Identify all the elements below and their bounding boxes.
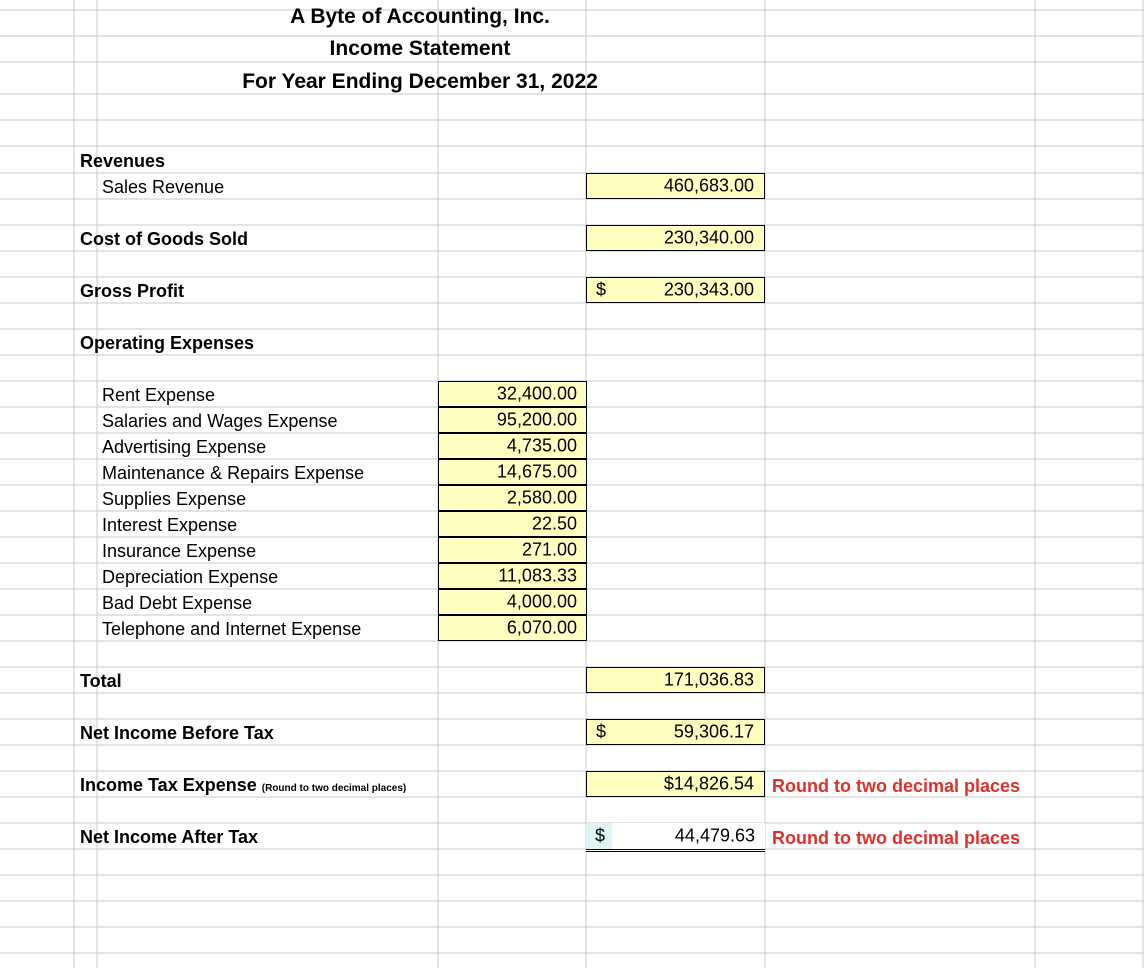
expense-value: 4,735.00 [506,435,577,456]
total-cell[interactable] [586,667,765,693]
expense-value: 271.00 [521,539,577,560]
expense-value: 22.50 [531,513,577,534]
expense-value: 11,083.33 [498,565,577,586]
expense-label: Maintenance & Repairs Expense [102,463,365,483]
currency-symbol: $ [596,279,607,300]
expense-value-cell[interactable] [438,433,587,459]
expense-label: Salaries and Wages Expense [102,411,338,431]
expense-value-cell[interactable] [438,381,587,407]
expense-value-cell[interactable] [438,511,587,537]
total-label: Total [80,671,122,691]
expense-value: 4,000.00 [506,591,577,612]
net-income-after-tax-note: Round to two decimal places [772,828,1021,848]
sales-revenue-value: 460,683.00 [663,175,754,196]
net-income-before-tax-label: Net Income Before Tax [80,723,274,743]
cogs-value: 230,340.00 [663,227,754,248]
net-income-before-tax-value: 59,306.17 [673,721,754,742]
company-name: A Byte of Accounting, Inc. [290,5,550,28]
expense-value-cell[interactable] [438,459,587,485]
income-tax-hint: (Round to two decimal places) [261,783,407,794]
expense-value: 2,580.00 [506,487,577,508]
sales-revenue-label: Sales Revenue [102,177,225,197]
expense-label: Bad Debt Expense [102,593,253,613]
expense-value-cell[interactable] [438,485,587,511]
net-income-before-tax-cell[interactable] [586,719,765,745]
expense-value-cell[interactable] [438,563,587,589]
income-tax-note: Round to two decimal places [772,776,1021,796]
income-tax-label [80,776,406,794]
expense-label: Telephone and Internet Expense [102,619,362,639]
income-tax-value: $14,826.54 [663,773,754,794]
expense-value: 95,200.00 [496,409,577,430]
expense-value-cell[interactable] [438,407,587,433]
net-income-after-tax-label: Net Income After Tax [80,827,259,847]
expense-value: 32,400.00 [496,383,577,404]
operating-expenses-heading: Operating Expenses [80,333,255,353]
expense-value-cell[interactable] [438,589,587,615]
expense-value-cell[interactable] [438,615,587,641]
expense-label: Supplies Expense [102,489,247,509]
net-income-after-tax-value: 44,479.63 [674,825,755,846]
statement-title: Income Statement [329,37,511,60]
expense-label: Depreciation Expense [102,567,279,587]
currency-symbol: $ [595,825,606,846]
currency-symbol: $ [596,721,607,742]
expense-label: Rent Expense [102,385,216,405]
income-tax-cell[interactable] [586,771,765,797]
income-tax-label-text: Income Tax Expense [80,775,257,795]
net-income-after-tax-cell[interactable] [586,823,765,852]
cogs-label: Cost of Goods Sold [80,229,248,249]
gross-profit-label: Gross Profit [80,281,185,301]
expense-label: Interest Expense [102,515,238,535]
expense-label: Advertising Expense [102,437,267,457]
expense-label: Insurance Expense [102,541,257,561]
gross-profit-value: 230,343.00 [663,279,754,300]
expense-value-cell[interactable] [438,537,587,563]
revenues-heading: Revenues [80,151,166,171]
expense-value: 6,070.00 [506,617,577,638]
sales-revenue-cell[interactable] [586,173,765,199]
statement-period: For Year Ending December 31, 2022 [242,70,598,93]
total-value: 171,036.83 [663,669,754,690]
cogs-cell[interactable] [586,225,765,251]
gross-profit-cell[interactable] [586,277,765,303]
expense-value: 14,675.00 [496,461,577,482]
